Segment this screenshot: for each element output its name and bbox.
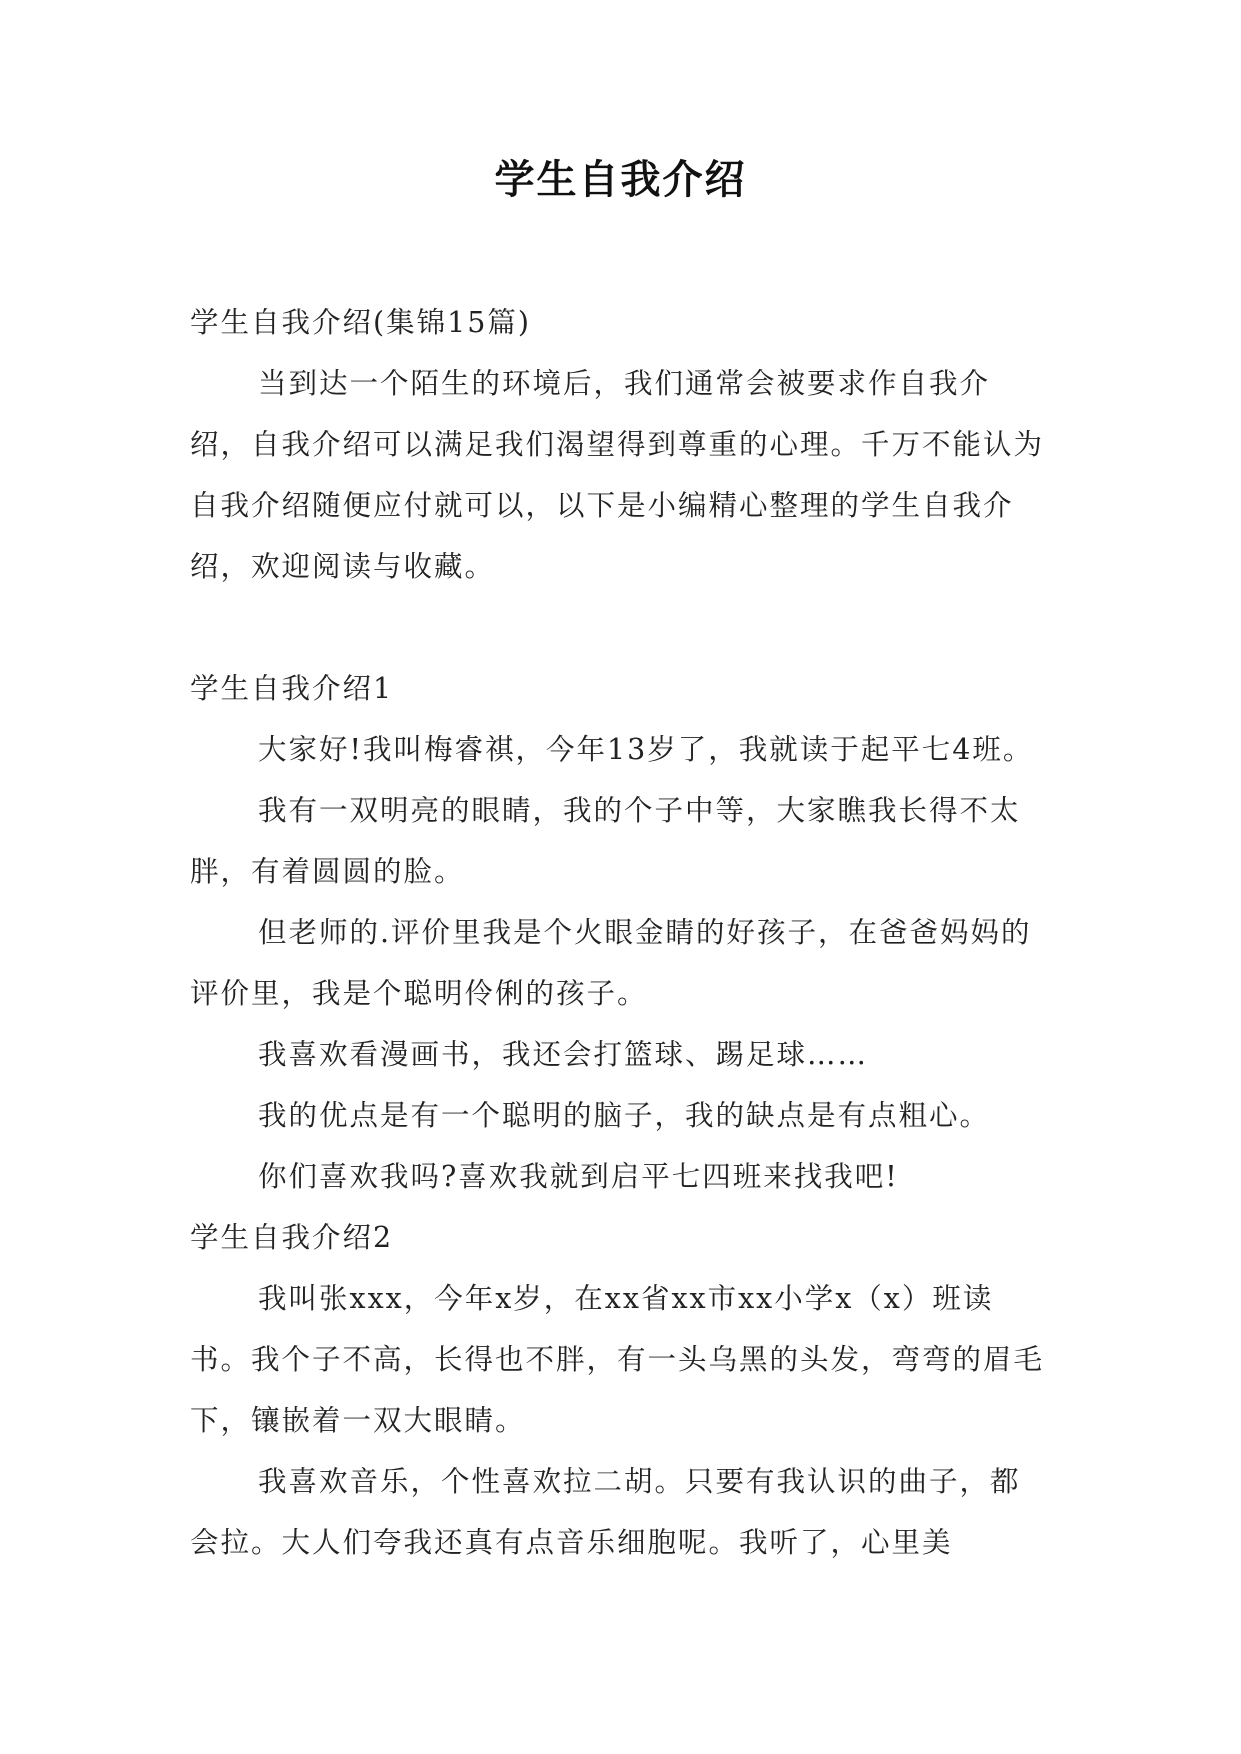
- section-1-paragraph: 我有一双明亮的眼睛，我的个子中等，大家瞧我长得不太胖，有着圆圆的脸。: [190, 794, 1021, 888]
- intro-paragraph: 当到达一个陌生的环境后，我们通常会被要求作自我介绍，自我介绍可以满足我们渴望得到尊重的心理。千万不能认为自我介绍随便应付就可以，以下是小编精心整理的学生自我介绍，欢迎阅读与收藏。: [190, 367, 1045, 583]
- section-2-paragraph: 我喜欢音乐，个性喜欢拉二胡。只要有我认识的曲子，都会拉。大人们夸我还真有点音乐细胞呢。我听了，心里美: [190, 1465, 1021, 1559]
- section-1-paragraph: 大家好!我叫梅睿祺，今年13岁了，我就读于起平七4班。: [258, 733, 1034, 766]
- section-1-paragraph: 我的优点是有一个聪明的脑子，我的缺点是有点粗心。: [258, 1099, 991, 1132]
- section-2-paragraph: 我叫张xxx，今年x岁，在xx省xx市xx小学x（x）班读书。我个子不高，长得也不胖，有一头乌黑的头发，弯弯的眉毛下，镶嵌着一双大眼睛。: [190, 1282, 1045, 1437]
- section-1-heading: 学生自我介绍1: [190, 672, 394, 705]
- section-1-paragraph: 但老师的.评价里我是个火眼金睛的好孩子，在爸爸妈妈的评价里，我是个聪明伶俐的孩子。: [190, 916, 1032, 1010]
- section-2-heading: 学生自我介绍2: [190, 1221, 394, 1254]
- section-spacer: [190, 597, 1050, 658]
- section-1-paragraph: 你们喜欢我吗?喜欢我就到启平七四班来找我吧!: [258, 1160, 899, 1193]
- intro-heading: 学生自我介绍(集锦15篇): [190, 306, 532, 339]
- document-body: [190, 292, 1050, 1573]
- section-1-paragraph: 我喜欢看漫画书，我还会打篮球、踢足球……: [258, 1038, 869, 1071]
- document-title: 学生自我介绍: [494, 156, 747, 203]
